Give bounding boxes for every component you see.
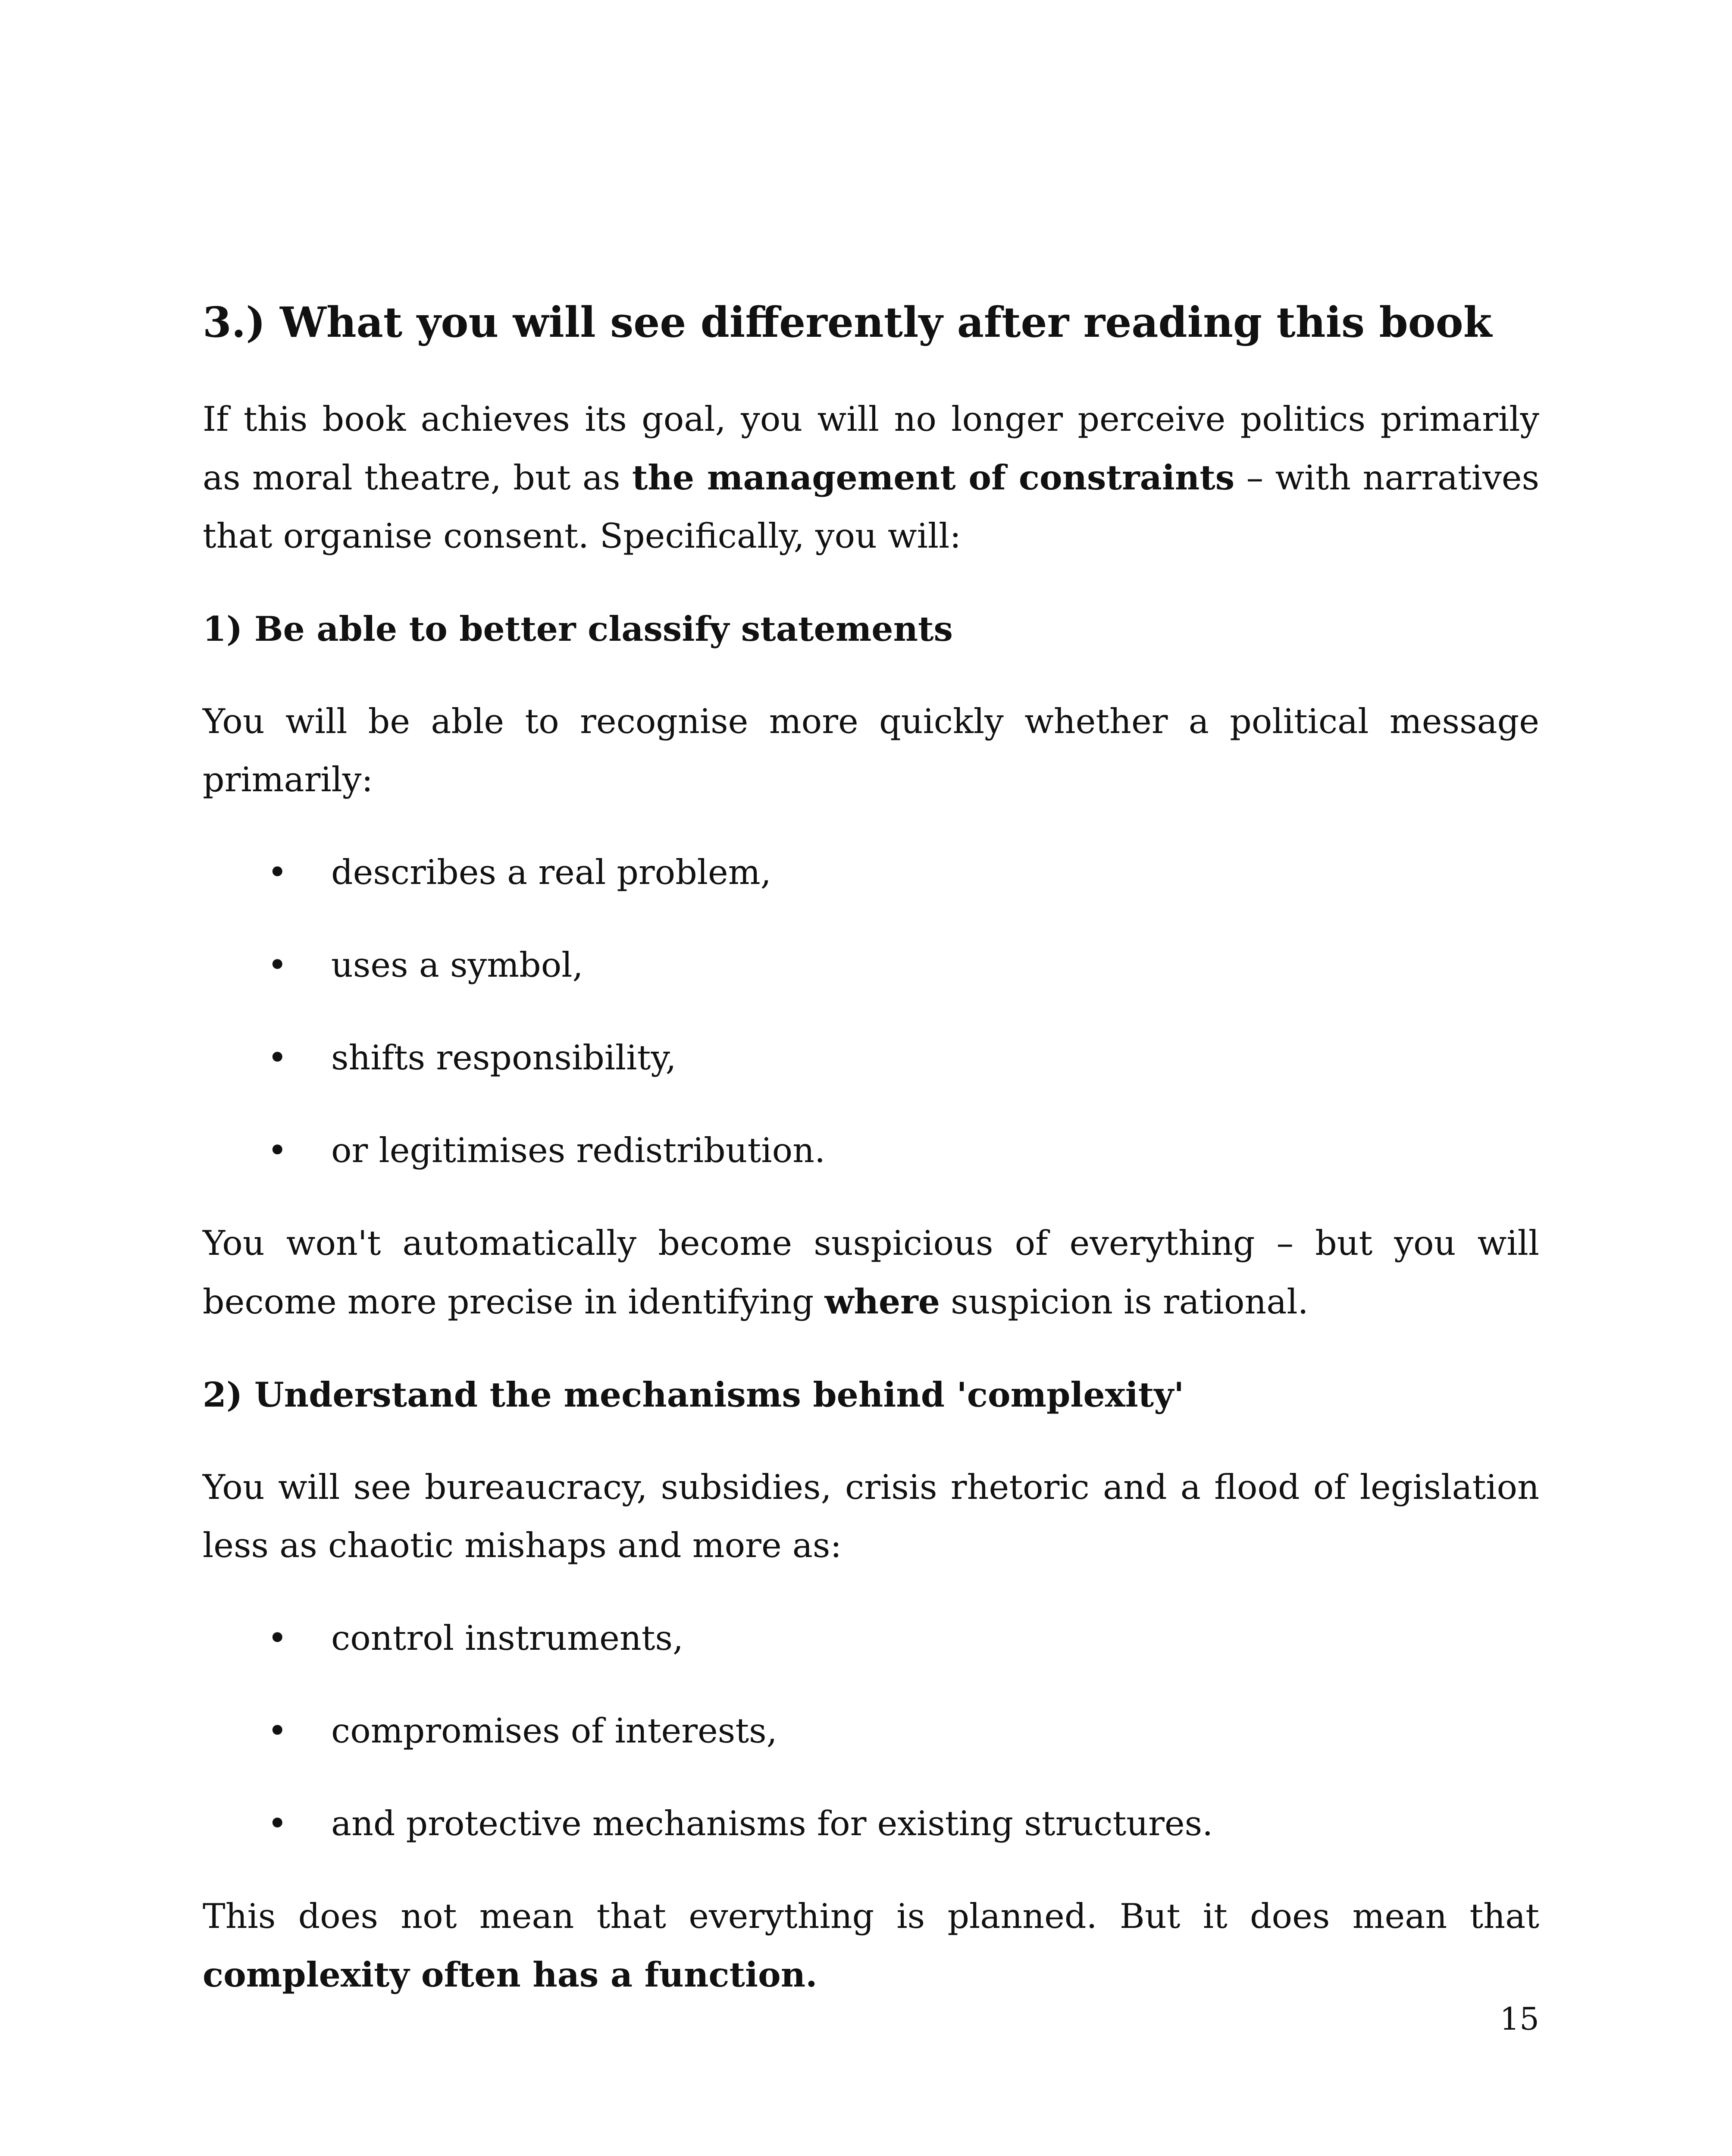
intro-bold-phrase: the management of constraints xyxy=(632,458,1235,498)
list-item xyxy=(203,1702,1539,1760)
list-item xyxy=(203,1122,1539,1180)
subheading-1: 1) Be able to better classify statements xyxy=(203,609,953,649)
list-item xyxy=(203,1795,1539,1853)
list-item-text: or legitimises redistribution. xyxy=(331,1131,826,1171)
intro-paragraph xyxy=(203,390,1539,565)
page-content xyxy=(203,298,1539,2039)
bullet-icon: • xyxy=(267,1618,288,1658)
bullet-icon: • xyxy=(267,1131,288,1171)
subheading-2: 2) Understand the mechanisms behind 'complexity' xyxy=(203,1375,1184,1415)
section1-closing-bold: where xyxy=(824,1282,940,1322)
section2-closing-part1: This does not mean that everything is planned. But it does mean that xyxy=(203,1896,1539,1937)
list-item-text: describes a real problem, xyxy=(331,852,771,893)
section1-closing xyxy=(203,1214,1539,1331)
section1-closing-part1: You won't automatically become suspicious of everything – but you will become more precise in identifying xyxy=(203,1223,1539,1322)
bullet-icon: • xyxy=(267,852,288,893)
page-number: 15 xyxy=(1500,2001,1539,2037)
intro-text-part1: If this book achieves its goal, you will no longer perceive politics primarily as moral theatre, but as xyxy=(203,399,1539,498)
bullet-icon: • xyxy=(267,1804,288,1844)
list-item xyxy=(203,843,1539,902)
list-item-text: shifts responsibility, xyxy=(331,1038,677,1078)
list-item xyxy=(203,1029,1539,1087)
section2-lead: You will see bureaucracy, subsidies, crisis rhetoric and a flood of legislation less as chaotic mishaps and more as: xyxy=(203,1467,1539,1566)
list-item xyxy=(203,936,1539,994)
bullet-icon: • xyxy=(267,1038,288,1078)
section1-closing-part2: suspicion is rational. xyxy=(940,1282,1309,1322)
list-item-text: and protective mechanisms for existing structures. xyxy=(331,1804,1213,1844)
intro-text-part2: – with narratives that organise consent. Specifically, you will: xyxy=(203,458,1539,556)
section1-lead: You will be able to recognise more quickly whether a political message primarily: xyxy=(203,702,1539,800)
list-item-text: compromises of interests, xyxy=(331,1711,777,1751)
section-heading: 3.) What you will see differently after reading this book xyxy=(203,298,1492,347)
section1-bullet-list xyxy=(203,843,1539,1180)
list-item-text: uses a symbol, xyxy=(331,945,583,985)
list-item xyxy=(203,1609,1539,1667)
list-item-text: control instruments, xyxy=(331,1618,684,1658)
bullet-icon: • xyxy=(267,1711,288,1751)
bullet-icon: • xyxy=(267,945,288,985)
section2-closing-bold: complexity often has a function. xyxy=(203,1955,817,1995)
section2-closing xyxy=(203,1887,1539,2004)
section2-bullet-list xyxy=(203,1609,1539,1853)
